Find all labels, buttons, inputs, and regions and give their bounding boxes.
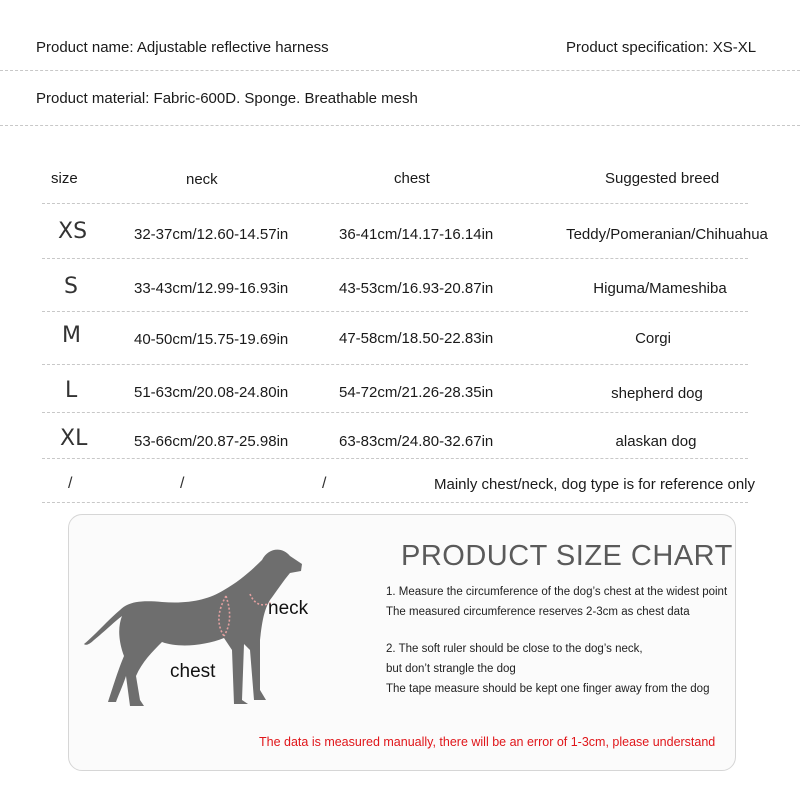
size-cell: XL	[60, 426, 88, 451]
slash-cell: /	[68, 475, 73, 492]
chest-cell: 63-83cm/24.80-32.67in	[339, 433, 494, 450]
size-cell: S	[64, 274, 78, 299]
chest-label: chest	[170, 661, 216, 682]
reference-note: Mainly chest/neck, dog type is for reference only	[434, 476, 755, 493]
chest-cell: 43-53cm/16.93-20.87in	[339, 280, 494, 297]
measurement-warning: The data is measured manually, there will be an error of 1-3cm, please understand	[259, 735, 716, 749]
neck-cell: 33-43cm/12.99-16.93in	[134, 280, 289, 297]
row-divider	[42, 364, 748, 365]
note-line: 2. The soft ruler should be close to the dog’s neck,	[386, 643, 643, 655]
row-divider	[42, 412, 748, 413]
slash-cell: /	[180, 475, 185, 492]
header-chest: chest	[394, 170, 430, 187]
neck-cell: 53-66cm/20.87-25.98in	[134, 433, 289, 450]
note-line: but don’t strangle the dog	[386, 663, 516, 675]
neck-cell: 32-37cm/12.60-14.57in	[134, 226, 289, 243]
divider	[0, 125, 800, 126]
slash-cell: /	[322, 475, 327, 492]
neck-cell: 40-50cm/15.75-19.69in	[134, 331, 289, 348]
chest-cell: 36-41cm/14.17-16.14in	[339, 226, 494, 243]
size-cell: M	[62, 323, 81, 348]
row-divider	[42, 502, 748, 503]
size-cell: L	[65, 378, 78, 403]
note-line: The tape measure should be kept one finger away from the dog	[386, 683, 710, 695]
note-line: The measured circumference reserves 2-3cm as chest data	[386, 606, 690, 618]
row-divider	[42, 311, 748, 312]
row-divider	[42, 458, 748, 459]
row-divider	[42, 258, 748, 259]
breed-cell: Teddy/Pomeranian/Chihuahua	[566, 226, 768, 243]
neck-label: neck	[268, 598, 309, 619]
note-line: 1. Measure the circumference of the dog’s chest at the widest point	[386, 586, 728, 598]
breed-cell: shepherd dog	[611, 385, 703, 402]
breed-cell: Higuma/Mameshiba	[593, 280, 727, 297]
product-name: Product name: Adjustable reflective harness	[36, 39, 329, 56]
neck-cell: 51-63cm/20.08-24.80in	[134, 384, 289, 401]
breed-cell: alaskan dog	[615, 433, 697, 450]
chest-cell: 54-72cm/21.26-28.35in	[339, 384, 494, 401]
breed-cell: Corgi	[635, 330, 671, 347]
header-suggested-breed: Suggested breed	[605, 170, 720, 187]
divider	[0, 70, 800, 71]
header-neck: neck	[186, 171, 218, 188]
product-material: Product material: Fabric-600D. Sponge. Breathable mesh	[36, 90, 418, 107]
header-size: size	[51, 170, 78, 187]
dog-silhouette-icon	[78, 540, 328, 720]
size-cell: XS	[58, 219, 88, 244]
chest-cell: 47-58cm/18.50-22.83in	[339, 330, 494, 347]
product-specification: Product specification: XS-XL	[566, 39, 757, 56]
chart-title: PRODUCT SIZE CHART	[401, 540, 733, 572]
row-divider	[42, 203, 748, 204]
